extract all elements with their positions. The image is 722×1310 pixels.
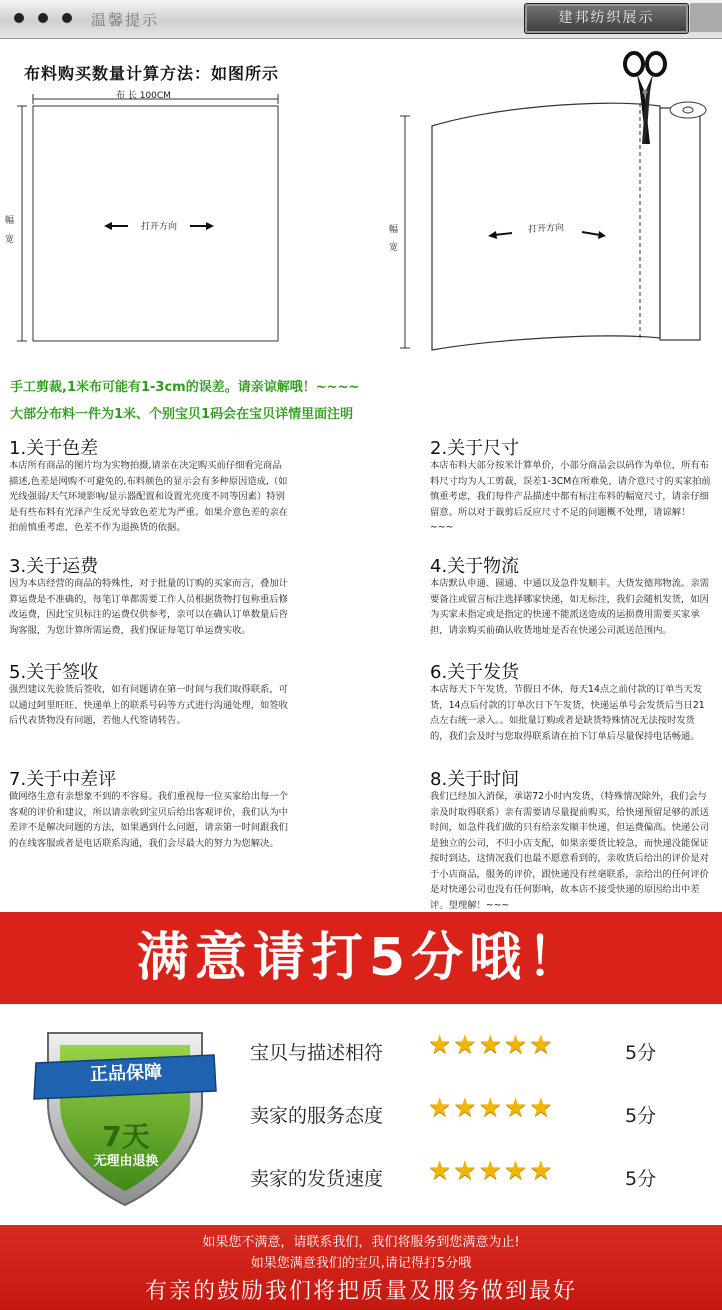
bullet-dot-icon [62,13,72,23]
badge-line2: 7天 [102,1120,150,1153]
section-title-logistics: 4.关于物流 [430,556,520,577]
header-title: 温馨提示 [91,11,160,29]
roll-width-label-bottom: 宽 [389,243,399,253]
section-title-shipping-fee: 3.关于运费 [9,556,99,577]
footer-line2: 如果您满意我们的宝贝,请记得打5分哦 [250,1256,472,1271]
section-body-size: 本店布料大部分按米计算单价，小部分商品会以码作为单位，所有布料尺寸均为人工剪裁，误差1-3CM在所难免，请介意尺寸的买家拍前慎重考虑，我们每件产品描述中都有标注布料的幅宽尺寸，请亲仔细留意。所以对于裁剪后反应尺寸不足的问题概不处理，请谅解！~~~ [430,460,711,533]
formula-title: 布料购买数量计算方法：如图所示 [24,64,280,83]
bullet-dot-icon [38,13,48,23]
header-brand-text: 建邦纺织展示 [558,10,655,26]
section-body-color: 本店所有商品的图片均为实物拍摄,请亲在决定购买前仔细看完商品描述,色差是网购不可避免的,布料颜色的显示会有多种原因造成,（如光线强弱/天气环境影响/显示器配置和设置光亮度不同等因素）特别是有些布料有光泽产生反光导致色差尤为严重。如果介意色差的亲在拍前慎重考虑，色差不作为退换货的依据。 [9,460,288,533]
header-brand-label [524,3,689,34]
rating-banner-text: 满意请打5分哦！ [136,928,586,988]
section-body-dispatch: 本店每天下午发货，节假日不休，每天14点之前付款的订单当天发货，14点后付款的订单次日下午发货，快递运单号会发货后当日21点左右统一录入。。如批量订购或者是缺货特殊情况无法按时发货的，我们会及时与您取得联系请在拍下订单后尽量保持电话畅通。 [430,684,705,742]
note-unit: 大部分布料一件为1米、个别宝贝1码会在宝贝详情里面注明 [10,407,354,422]
section-title-reviews: 7.关于中差评 [9,769,117,790]
length-label: 布 长 100CM [116,91,171,101]
section-body-logistics: 本店默认申通、圆通、中通以及急件发顺丰。大货发德邦物流。亲需要备注或留言标注选择哪家快递，如无标注，我们会随机发货，如因为买家未指定或是指定的快递不能派送造成的运损费用需要买家承担，请亲购买前确认收货地址是否在快递公司派送范围内。 [430,578,709,636]
rating-score-shipping: 5分 [625,1168,657,1190]
rating-stars-service: ★★★★★ [428,1093,555,1123]
badge-line1: 正品保障 [89,1061,163,1086]
rating-label-shipping: 卖家的发货速度 [250,1168,384,1190]
roll-width-label-top: 幅 [389,225,399,235]
note-cutting-error: 手工剪裁,1米布可能有1-3cm的误差。请亲谅解哦！~~~~ [10,380,360,395]
section-title-color: 1.关于色差 [9,438,99,459]
section-body-shipping-fee: 因为本店经营的商品的特殊性，对于批量的订购的买家而言，叠加计算运费是不准确的，每笔订单都需要工作人员根据货物打包称重后修改运费，因此宝贝标注的运费仅供参考，亲可以在确认订单数量后咨询客服，为您计算所需运费，我们保证每笔订单运费实收。 [9,578,288,636]
fabric-sheet-diagram [0,84,300,350]
rating-label-description: 宝贝与描述相符 [250,1042,384,1064]
fabric-roll-diagram [370,48,722,358]
roll-open-direction-label: 打开方向 [527,223,565,235]
width-label-bottom: 宽 [5,235,15,245]
footer-line1: 如果您不满意，请联系我们，我们将服务到您满意为止! [202,1235,520,1250]
section-title-time: 8.关于时间 [430,769,520,790]
scissors-icon [622,50,668,146]
badge-line3: 无理由退换 [93,1154,159,1169]
rating-stars-shipping: ★★★★★ [428,1156,555,1186]
rating-score-service: 5分 [625,1105,657,1127]
bullet-dot-icon [14,13,24,23]
footer-line3: 有亲的鼓励我们将把质量及服务做到最好 [144,1279,577,1304]
section-title-receipt: 5.关于签收 [9,662,99,683]
open-direction-label: 打开方向 [141,222,178,232]
section-title-size: 2.关于尺寸 [430,438,520,459]
rating-score-description: 5分 [625,1042,657,1064]
section-body-time: 我们已经加入消保，承诺72小时内发货，（特殊情况除外，我们会与亲及时取得联系）亲有需要请尽量提前购买，给快递预留足够的派送时间，如急件我们做的只有给亲发顺丰快递，但运费偏高。快递公司是独立的公司，不归小店支配，如果亲要货比较急，而快递没能保证按时到达，这情况我们也最不愿意看到的，亲收货后给出的评价是对于小店商品，服务的评价，跟快递没有丝毫联系，亲给出的任何评价是对快递公司也没有任何影响，故本店不接受快递的原因给出中差评。望理解！~~~ [430,791,709,911]
width-label-top: 幅 [5,216,15,226]
rating-label-service: 卖家的服务态度 [250,1105,384,1127]
section-body-reviews: 做网络生意有亲想象不到的不容易。我们重视每一位买家给出每一个客观的评价和建议，所以请亲收到宝贝后给出客观评价，我们认为中差评不是解决问题的方法，如果遇到什么问题，请亲第一时间跟我们的在线客服或者是电话联系沟通，我们会尽最大的努力为您解决。 [9,791,288,849]
section-title-dispatch: 6.关于发货 [430,662,520,683]
section-body-receipt: 强烈建议先验货后签收，如有问题请在第一时间与我们取得联系，可以通过阿里旺旺、快递单上的联系号码等方式进行沟通处理，如签收后代表货物没有问题，若他人代签请转告。 [9,684,288,726]
rating-stars-description: ★★★★★ [428,1030,555,1060]
header-end-bar [690,3,722,32]
